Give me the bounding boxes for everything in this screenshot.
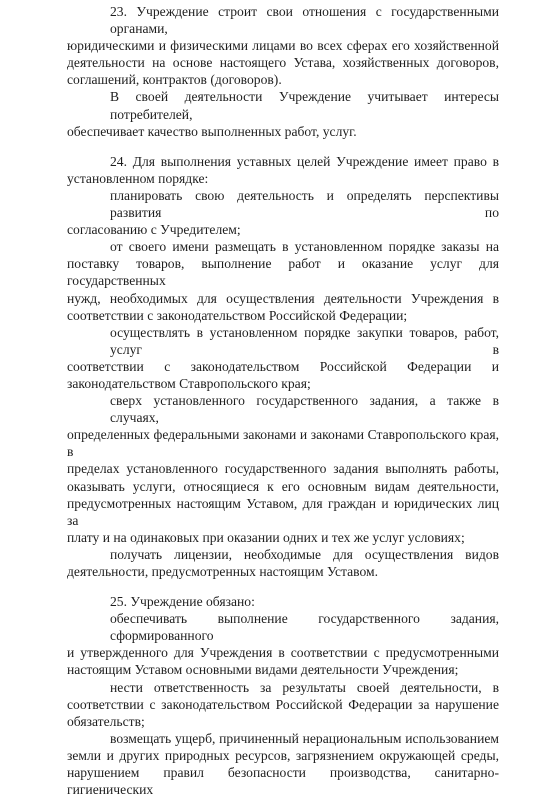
clause-24-item-line: от своего имени размещать в установленном порядке заказы на [110, 239, 499, 255]
clause-25 [67, 593, 499, 798]
clause-24-item-line: сверх установленного государственного задания, а также в случаях, [110, 393, 499, 426]
clause-23-line: В своей деятельности Учреждение учитывает интересы потребителей, [110, 89, 499, 122]
clause-24 [67, 153, 499, 580]
clause-24-item-line: получать лицензии, необходимые для осуществления видов [110, 546, 499, 562]
clause-25-item-line: настоящим Уставом основными видами деятельности Учреждения; [67, 662, 459, 678]
clause-23-line: 23. Учреждение строит свои отношения с государственными органами, [110, 4, 499, 37]
clause-25-item-line: соответствии с законодательством Российской Федерации за нарушение [67, 696, 499, 712]
clause-24-item-line: осуществлять в установленном порядке закупки товаров, работ, услуг в [110, 324, 499, 357]
document-body [67, 3, 499, 798]
clause-23-line: юридическими и физическими лицами во всех сферах его хозяйственной [67, 38, 499, 54]
clause-24-item-line: пределах установленного государственного задания выполнять работы, [67, 461, 499, 477]
clause-25-item-line: обеспечивать выполнение государственного задания, сформированного [110, 611, 499, 644]
clause-24-item-line: нужд, необходимых для осуществления деятельности Учреждения в [67, 290, 499, 306]
clause-23 [67, 3, 499, 140]
clause-24-intro-line: 24. Для выполнения уставных целей Учреждение имеет право в [110, 153, 499, 169]
clause-25-intro: 25. Учреждение обязано: [110, 594, 255, 610]
clause-23-line: соглашений, контрактов (договоров). [67, 72, 282, 88]
clause-24-item-line: оказывать услуги, относящиеся к его основным видам деятельности, [67, 478, 499, 494]
clause-24-item-line: согласованию с Учредителем; [67, 222, 241, 238]
clause-23-line: деятельности на основе настоящего Устава, хозяйственных договоров, [67, 55, 499, 71]
clause-24-item-line: определенных федеральными законами и законами Ставропольского края, в [67, 427, 499, 460]
clause-24-item-line: плату и на одинаковых при оказании одних и тех же услуг условиях; [67, 529, 465, 545]
clause-24-item-line: соответствии с законодательством Российской Федерации и [67, 358, 499, 374]
clause-24-item-line: поставку товаров, выполнение работ и оказание услуг для государственных [67, 256, 499, 289]
clause-25-item-line: земли и других природных ресурсов, загрязнением окружающей среды, [67, 747, 499, 763]
clause-24-item-line: деятельности, предусмотренных настоящим Уставом. [67, 564, 378, 579]
clause-25-item-line: возмещать ущерб, причиненный нерациональным использованием [110, 730, 499, 746]
clause-25-item-line: нарушением правил безопасности производства, санитарно-гигиенических [67, 765, 499, 798]
clause-24-item-line: соответствии с законодательством Российской Федерации; [67, 307, 408, 323]
clause-25-item-line: обязательств; [67, 713, 145, 729]
clause-24-item-line: законодательством Ставропольского края; [67, 375, 311, 391]
clause-23-line: обеспечивает качество выполненных работ, услуг. [67, 123, 357, 139]
clause-25-item-line: и утвержденного для Учреждения в соответствии с предусмотренными [67, 645, 499, 661]
clause-24-item-line: планировать свою деятельность и определять перспективы развития по [110, 187, 499, 221]
clause-24-intro-line: установленном порядке: [67, 170, 209, 186]
clause-25-item-line: нести ответственность за результаты своей деятельности, в [110, 679, 499, 695]
clause-24-item-line: предусмотренных настоящим Уставом, для граждан и юридических лиц за [67, 495, 499, 528]
